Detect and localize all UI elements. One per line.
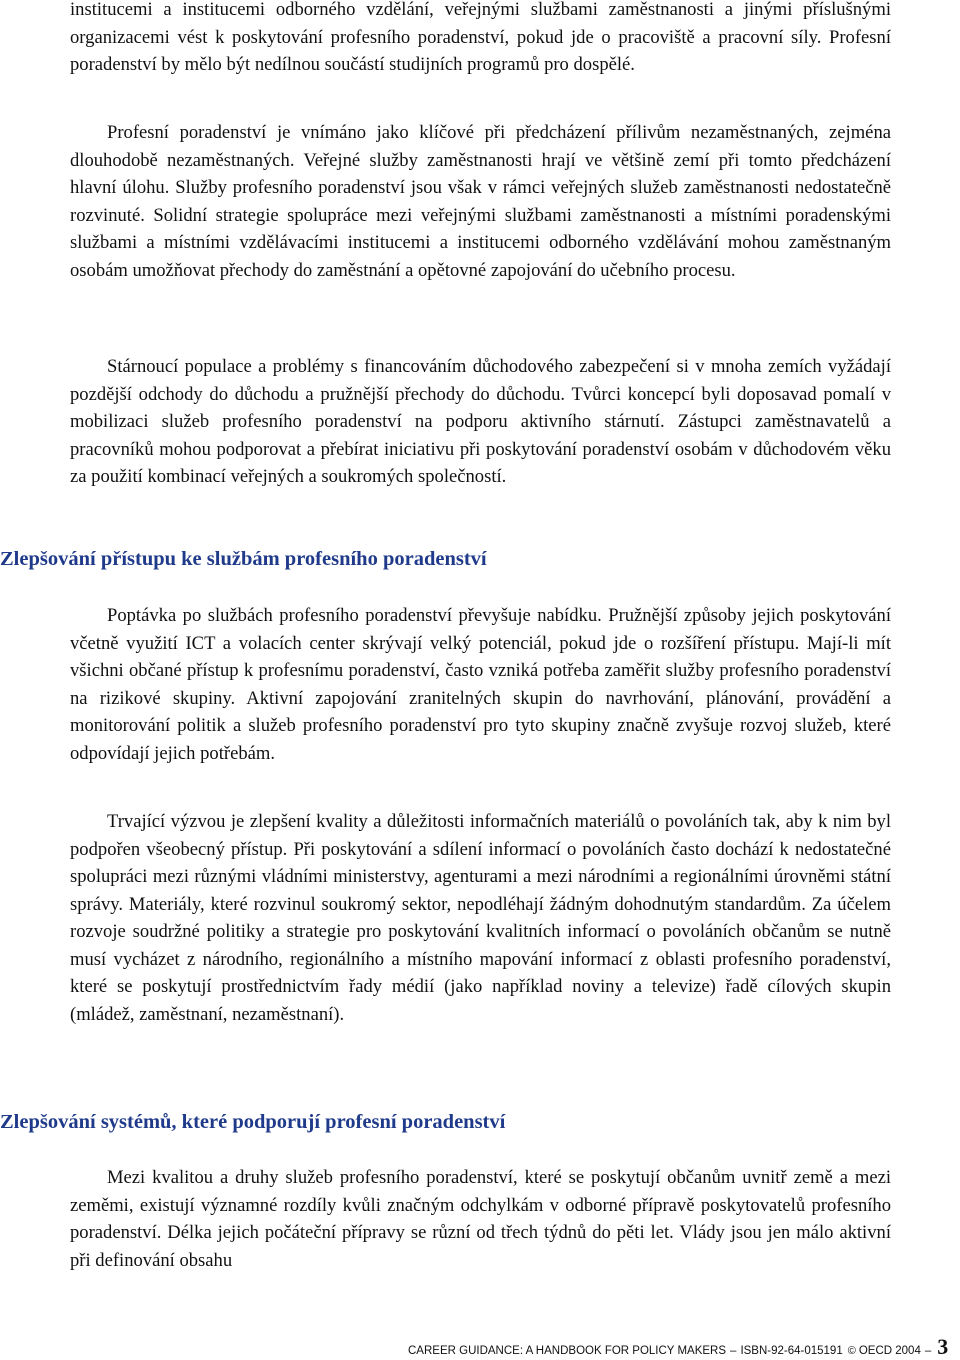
copyright-symbol: © (847, 1345, 856, 1357)
footer-dash-2: – (924, 1345, 932, 1357)
paragraph-continuation: institucemi a institucemi odborného vzdělání, veřejnými službami zaměstnanosti a jinými příslušnými organizacemi vést k poskytování profesního poradenství, pokud jde o pracoviště a pracovní síly. Profesní poradenství by mělo být nedílnou součástí studijních programů pro dospělé. (70, 0, 891, 75)
page-number: 3 (937, 1334, 949, 1359)
paragraph-ageing-population: Stárnoucí populace a problémy s financováním důchodového zabezpečení si v mnoha zemích vyžádají pozdější odchody do důchodu a pružnější přechody do důchodu. Tvůrci koncepcí byli doposavad pomalí v mobilizaci služeb profesního poradenství na podporu aktivního stárnutí. Zástupci zaměstnavatelů a pracovníků mohou podporovat a přebírat iniciativu při poskytování poradenství osobám v důchodovém věku za použití kombinací veřejných a soukromých společností. (70, 356, 891, 487)
footer-dash: – (730, 1345, 737, 1357)
paragraph-service-quality: Mezi kvalitou a druhy služeb profesního poradenství, které se poskytují občanům uvnitř země a mezi zeměmi, existují významné rozdíly kvůli značným odchylkám v odborné přípravě poskytovatelů profesního poradenství. Délka jejich počáteční přípravy se různí od třech týdnů do pěti let. Vlády jsou jen málo aktivní při definování obsahu (70, 1167, 891, 1271)
footer-isbn: ISBN-92-64-015191 (740, 1345, 843, 1357)
section-heading-access: Zlepšování přístupu ke službám profesního poradenství (0, 548, 487, 570)
footer-book-title: CAREER GUIDANCE: A HANDBOOK FOR POLICY MAKERS (408, 1345, 727, 1357)
paragraph-unemployment: Profesní poradenství je vnímáno jako klíčové při předcházení přílivům nezaměstnaných, zejména dlouhodobě nezaměstnaných. Veřejné služby zaměstnanosti hrají ve většině zemí při tomto předcházení hlavní úlohu. Služby profesního poradenství jsou však v rámci veřejných služeb zaměstnanosti nedostatečně rozvinuté. Solidní strategie spolupráce mezi veřejnými službami zaměstnanosti a místními poradenskými službami a místními vzdělávacími institucemi a institucemi odborného vzdělávání mohou zaměstnaným osobám umožňovat přechody do zaměstnání a opětovné zapojování do učebního procesu. (70, 122, 891, 281)
page-footer (408, 1334, 948, 1360)
section-heading-systems: Zlepšování systémů, které podporují profesní poradenství (0, 1111, 506, 1133)
paragraph-information-quality: Trvající výzvou je zlepšení kvality a důležitosti informačních materiálů o povoláních tak, aby k nim byl podpořen všeobecný přístup. Při poskytování a sdílení informací o povoláních často dochází k nedostatečné spolupráci mezi různými vládními ministerstvy, agenturami a mezi národními a regionálními úrovněmi státní správy. Materiály, které rozvinul soukromý sektor, nepodléhají žádným dohodnutým standardům. Za účelem rozvoje soudržné politiky a strategie pro poskytování kvalitních informací o povoláních občanům se nutně musí vycházet z národního, regionálního a místního mapování informací z oblasti profesního poradenství, které se poskytují prostřednictvím řady médií (jako například noviny a televize) řadě cílových skupin (mládež, zaměstnaní, nezaměstnaní). (70, 811, 891, 1025)
footer-publisher: OECD 2004 (858, 1345, 921, 1357)
paragraph-demand-for-services: Poptávka po službách profesního poradenství převyšuje nabídku. Pružnější způsoby jejich poskytování včetně využití ICT a volacích center skrývají velký potenciál, pokud jde o rozšíření přístupu. Mají-li mít všichni občané přístup k profesnímu poradenství, často vzniká potřeba zaměřit služby profesního poradenství na rizikové skupiny. Aktivní zapojování zranitelných skupin do navrhování, plánování, provádění a monitorování politik a služeb profesního poradenství pro tyto skupiny značně zvyšuje rozvoj služeb, které odpovídají jejich potřebám. (70, 605, 891, 764)
